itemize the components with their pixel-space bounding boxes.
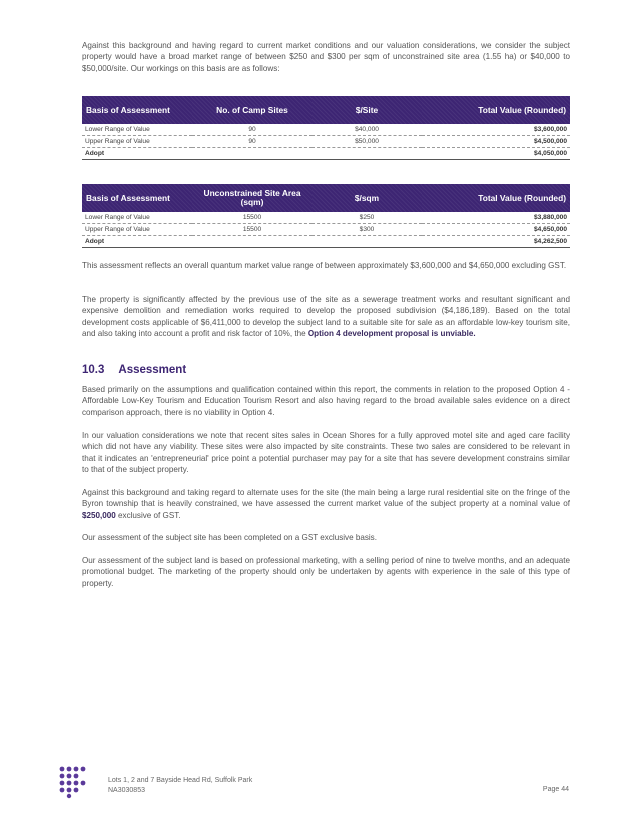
adopt-empty xyxy=(192,148,312,160)
affected-paragraph xyxy=(82,294,570,340)
table-row xyxy=(82,212,570,224)
assessment-paragraph-2: In our valuation considerations we note that recent sites sales in Ocean Shores for a fully approved motel site and aged care facility which did not have any viability. These sites were also impacted by site constraints. These two sales are considered to be relevant in that it indicates an 'entrepreneurial' price point a potential purchaser may pay for a site that has severe development constrains similar to that of the subject property. xyxy=(82,431,570,475)
row-label: Upper Range of Value xyxy=(82,224,192,236)
row-area: 15500 xyxy=(192,212,312,224)
header-per-sqm: $/sqm xyxy=(312,184,422,212)
footer-reference: NA3030853 xyxy=(108,787,145,794)
row-rate: $50,000 xyxy=(312,136,422,148)
row-sites: 90 xyxy=(192,124,312,136)
adopt-total: $4,050,000 xyxy=(422,148,570,160)
header-basis: Basis of Assessment xyxy=(82,184,192,212)
section-heading xyxy=(82,364,186,376)
adopt-label: Adopt xyxy=(82,236,192,248)
camp-sites-valuation-table xyxy=(82,96,570,160)
assessment-paragraph-5: Our assessment of the subject land is based on professional marketing, with a selling period of nine to twelve months, and an adequate promotional budget. The marketing of the property should only be undertaken by agents with experience in the sale of this type of property. xyxy=(82,556,570,588)
row-sites: 90 xyxy=(192,136,312,148)
table-header-row xyxy=(82,184,570,212)
table-header-row xyxy=(82,96,570,124)
row-rate: $40,000 xyxy=(312,124,422,136)
site-area-valuation-table xyxy=(82,184,570,248)
page-number: Page 44 xyxy=(542,786,569,793)
row-label: Upper Range of Value xyxy=(82,136,192,148)
row-rate: $250 xyxy=(312,212,422,224)
unviable-statement: Option 4 development proposal is unviable. xyxy=(307,329,476,339)
header-total-value: Total Value (Rounded) xyxy=(422,96,570,124)
header-site-area: Unconstrained Site Area (sqm) xyxy=(192,184,312,212)
adopt-empty xyxy=(192,236,312,248)
assessment-paragraph-3 xyxy=(82,487,570,521)
header-basis: Basis of Assessment xyxy=(82,96,192,124)
header-per-site: $/Site xyxy=(312,96,422,124)
table-row xyxy=(82,136,570,148)
assessment-3-text: Against this background and taking regard to alternate uses for the site (the main being a large rural residential site on the fringe of the Byron township that is heavily constrained, we have assessed the current market value of the subject property at a nominal value of xyxy=(82,488,570,509)
adopt-total: $4,262,500 xyxy=(422,236,570,248)
header-total-value: Total Value (Rounded) xyxy=(422,184,570,212)
row-total: $3,880,000 xyxy=(422,212,570,224)
nominal-value: $250,000 xyxy=(82,510,116,520)
adopt-row xyxy=(82,236,570,248)
row-total: $3,600,000 xyxy=(422,124,570,136)
adopt-empty xyxy=(312,236,422,248)
assessment-3-suffix: exclusive of GST. xyxy=(115,510,181,520)
footer-address-block xyxy=(108,776,252,796)
assessment-paragraph-4: Our assessment of the subject site has been completed on a GST exclusive basis. xyxy=(82,533,377,542)
row-total: $4,500,000 xyxy=(422,136,570,148)
intro-paragraph: Against this background and having regard to current market conditions and our valuation considerations, we consider the subject property would have a broad market range of between $250 and $300 per sqm of unconstrained site area (1.55 ha) or $40,000 to $50,000/site. Our workings on this basis are as follows: xyxy=(82,41,570,73)
table-row xyxy=(82,124,570,136)
row-label: Lower Range of Value xyxy=(82,212,192,224)
section-title: Assessment xyxy=(118,364,187,376)
adopt-empty xyxy=(312,148,422,160)
row-total: $4,650,000 xyxy=(422,224,570,236)
affected-text: The property is significantly affected by the previous use of the site as a sewerage treatment works and resultant significant and expensive demolition and remediation works required to develop the proposed subdivision ($4,186,189). Based on the total development costs applicable of $6,411,000 to develop the subject land to a suitable site for sale as an affordable low-key tourism site, and also taking into account a profit and risk factor of 10%, the xyxy=(82,295,570,339)
adopt-row xyxy=(82,148,570,160)
row-area: 15500 xyxy=(192,224,312,236)
table-row xyxy=(82,224,570,236)
row-rate: $300 xyxy=(312,224,422,236)
section-number: 10.3 xyxy=(82,364,105,376)
company-logo-icon xyxy=(58,765,92,799)
range-paragraph: This assessment reflects an overall quantum market value range of between approximately $3,600,000 and $4,650,000 excluding GST. xyxy=(82,261,567,270)
footer-address: Lots 1, 2 and 7 Bayside Head Rd, Suffolk Park xyxy=(108,777,253,784)
row-label: Lower Range of Value xyxy=(82,124,192,136)
adopt-label: Adopt xyxy=(82,148,192,160)
header-camp-sites: No. of Camp Sites xyxy=(192,96,312,124)
assessment-paragraph-1: Based primarily on the assumptions and qualification contained within this report, the comments in relation to the proposed Option 4 - Affordable Low-Key Tourism and Education Tourism Resort and also having regard to the broad available sales evidence on a direct comparison approach, there is no viability in Option 4. xyxy=(82,385,570,417)
